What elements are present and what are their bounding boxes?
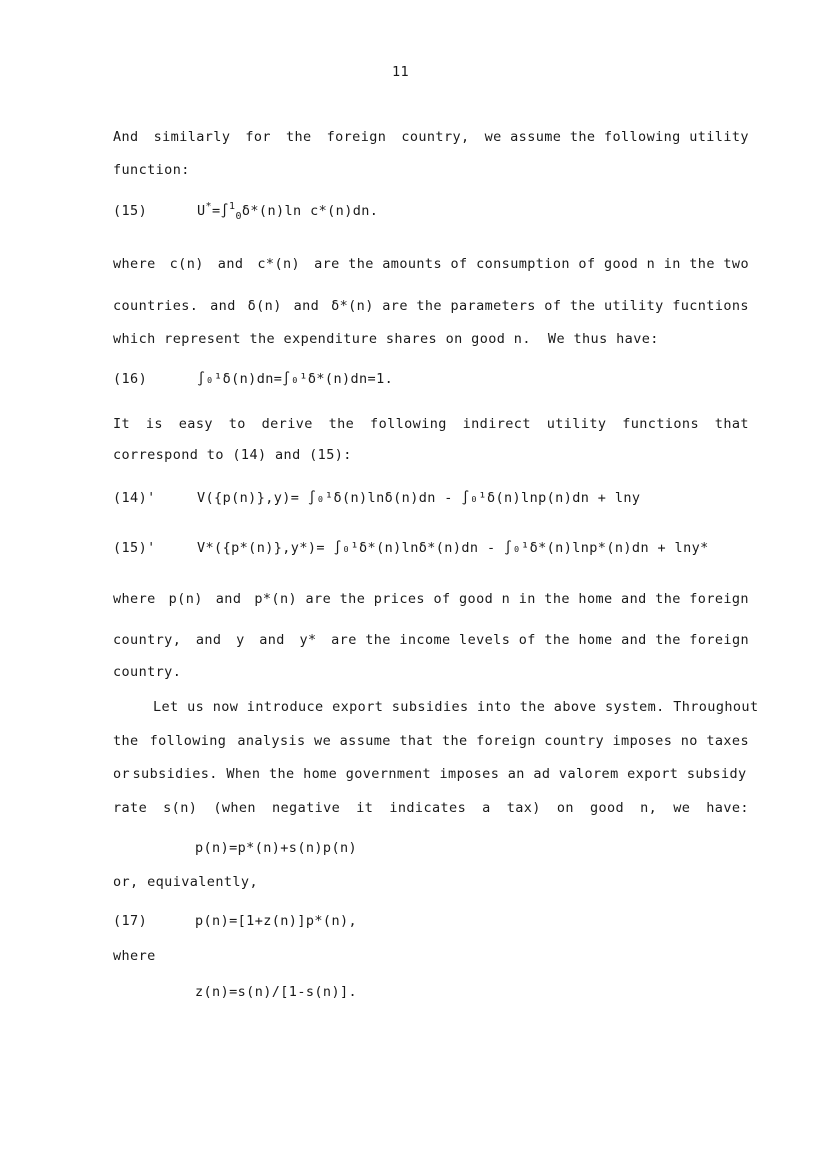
paragraph-5-line-1: Let us now introduce export subsidies into the above system. Throughout	[153, 699, 759, 715]
equation-14p: V({p(n)},y)= ∫₀¹δ(n)lnδ(n)dn - ∫₀¹δ(n)lnp(n)dn + lny	[197, 490, 641, 506]
page-number: 11	[392, 64, 410, 80]
paragraph-4-line-1: where p(n) and p*(n) are the prices of good n in the home and the foreign	[113, 591, 749, 607]
paragraph-4-line-2: country, and y and y* are the income levels of the home and the foreign	[113, 632, 749, 648]
paragraph-5-line-4: rate s(n) (when negative it indicates a tax) on good n, we have:	[113, 800, 749, 816]
equation-16-label: (16)	[113, 371, 148, 387]
where-line: where	[113, 948, 156, 964]
paragraph-5-line-2: the following analysis we assume that the foreign country imposes no taxes	[113, 733, 749, 749]
equation-15p: V*({p*(n)},y*)= ∫₀¹δ*(n)lnδ*(n)dn - ∫₀¹δ*(n)lnp*(n)dn + lny*	[197, 540, 709, 556]
paragraph-4-line-3: country.	[113, 664, 182, 680]
equation-16: ∫₀¹δ(n)dn=∫₀¹δ*(n)dn=1.	[197, 371, 394, 387]
paragraph-1-line-1: And similarly for the foreign country, we assume the following utility	[113, 129, 749, 145]
paragraph-3-line-2: correspond to (14) and (15):	[113, 447, 352, 463]
paragraph-2-line-3: which represent the expenditure shares on good n. We thus have:	[113, 331, 659, 347]
equation-17: p(n)=[1+z(n)]p*(n),	[195, 913, 358, 929]
paragraph-3-line-1: It is easy to derive the following indirect utility functions that	[113, 416, 749, 432]
equation-price-relation: p(n)=p*(n)+s(n)p(n)	[195, 840, 358, 856]
equation-15p-label: (15)'	[113, 540, 156, 556]
paragraph-2-line-2: countries. and δ(n) and δ*(n) are the parameters of the utility fucntions	[113, 298, 749, 314]
equation-z-definition: z(n)=s(n)/[1-s(n)].	[195, 984, 358, 1000]
paragraph-1-line-2: function:	[113, 162, 190, 178]
equation-15-label: (15)	[113, 203, 148, 219]
equation-17-label: (17)	[113, 913, 148, 929]
paragraph-5-line-3: or subsidies. When the home government imposes an ad valorem export subsidy	[113, 766, 747, 782]
equation-15: U*=∫$^1_0$δ*(n)ln c*(n)dn.	[197, 201, 379, 222]
paragraph-2-line-1: where c(n) and c*(n) are the amounts of consumption of good n in the two	[113, 256, 749, 272]
equation-14p-label: (14)'	[113, 490, 156, 506]
or-equivalently-line: or, equivalently,	[113, 874, 258, 890]
